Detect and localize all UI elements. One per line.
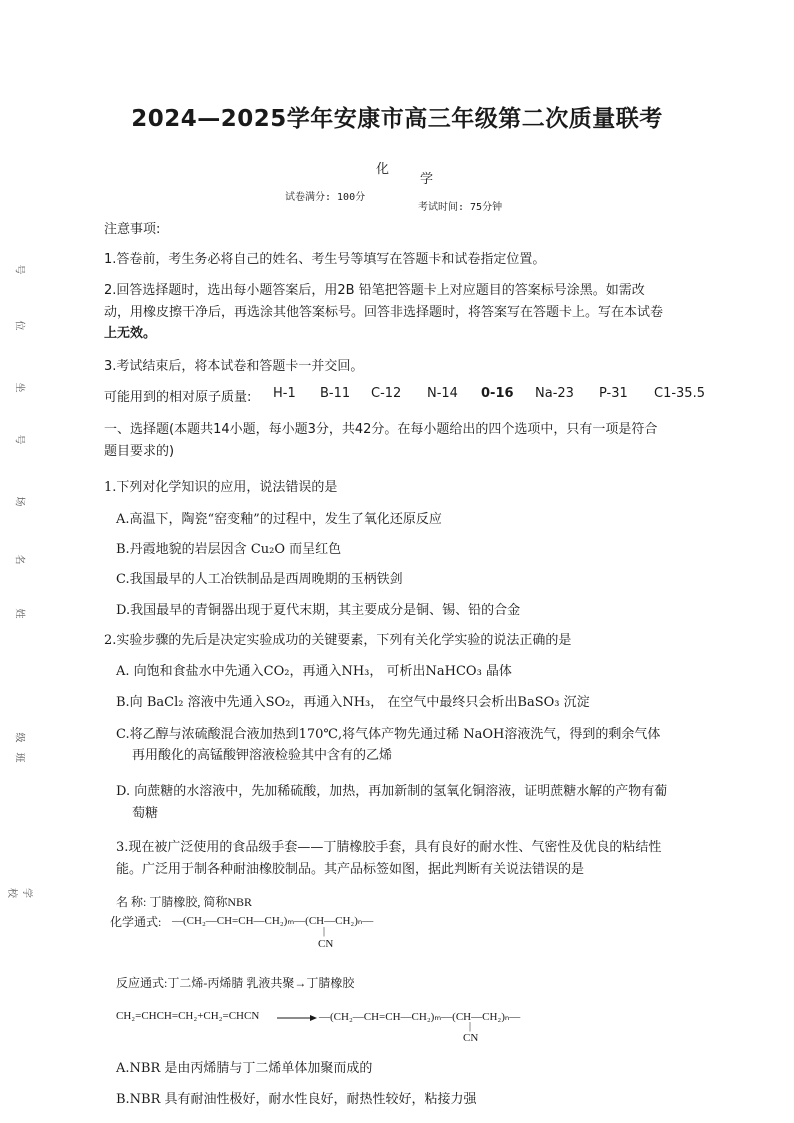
option-a: A.高温下，陶瓷“窑变釉”的过程中，发生了氧化还原反应 [116,512,442,527]
side-label: 坐 [13,382,25,393]
reaction-arrow [277,1013,317,1023]
atomic-mass-value: P-31 [599,386,628,401]
notice-item: 1.答卷前，考生务必将自己的姓名、考生号等填写在答题卡和试卷指定位置。 [104,252,546,267]
side-label: 号 [13,264,25,275]
option-a: A. 向饱和食盐水中先通入CO₂，再通入NH₃， 可析出NaHCO₃ 晶体 [116,664,512,679]
formula-label: 化学通式: [110,915,162,929]
question-stem-cont: 能。广泛用于制各种耐油橡胶制品。其产品标签如图，据此判断有关说法错误的是 [116,862,585,877]
branch-bond: | [469,1021,472,1032]
side-label: 姓 [13,608,25,619]
side-label: 名 [13,554,25,565]
cn-group: CN [463,1032,479,1044]
atomic-mass-value: C1-35.5 [654,386,705,401]
subject-char-2: 学 [420,172,434,187]
reactants: CH₂=CHCH=CH₂+CH₂=CHCN [116,1010,260,1022]
question-stem: 3.现在被广泛使用的食品级手套——丁腈橡胶手套，具有良好的耐水性、气密性及优良的粘结性 [116,840,662,855]
option-c: C.我国最早的人工冶铁制品是西周晚期的玉柄铁剑 [116,572,403,587]
exam-title: 2024—2025学年安康市高三年级第二次质量联考 [131,106,663,132]
atomic-mass-value: C-12 [371,386,402,401]
option-d: D. 向蔗糖的水溶液中，先加稀硫酸，加热，再加新制的氢氧化铜溶液，证明蔗糖水解的产物有葡 [116,784,668,799]
side-label: 学 校 [6,888,32,898]
subject-char-1: 化 [376,162,390,177]
section-heading: 题目要求的) [104,444,175,459]
option-d: D.我国最早的青铜器出现于夏代末期，其主要成分是铜、锡、铅的合金 [116,603,521,618]
notice-heading: 注意事项: [104,222,161,237]
atomic-mass-label: 可能用到的相对原子质量: [104,390,252,405]
side-label: 班 [13,752,25,763]
option-b: B.NBR 具有耐油性极好，耐水性良好，耐热性较好，粘接力强 [116,1092,477,1107]
option-d-cont: 萄糖 [132,806,159,821]
notice-item: 3.考试结束后，将本试卷和答题卡一并交回。 [104,359,364,374]
atomic-mass-value: H-1 [273,386,296,401]
option-b: B.向 BaCl₂ 溶液中先通入SO₂，再通入NH₃， 在空气中最终只会析出BaSO₃ 沉淀 [116,695,590,710]
side-label: 号 [13,434,25,445]
option-c-cont: 再用酸化的高锰酸钾溶液检验其中含有的乙烯 [132,748,393,763]
product-formula: —(CH₂—CH=CH—CH₂)ₘ—(CH—CH₂)ₙ— [319,1011,521,1023]
notice-item: 2.回答选择题时，选出每小题答案后，用2B 铅笔把答题卡上对应题目的答案标号涂黑。如需改 [104,283,645,298]
atomic-mass-value: Na-23 [535,386,574,401]
side-label: 场 [13,496,25,507]
side-label: 位 [13,320,25,331]
atomic-mass-value: 0-16 [481,386,514,401]
product-name: 名 称: 丁腈橡胶, 简称NBR [116,895,253,909]
side-label: 级 [13,732,25,743]
question-stem: 1.下列对化学知识的应用，说法错误的是 [104,480,338,495]
branch-bond: | [323,926,326,937]
notice-item: 动，用橡皮擦干净后，再选涂其他答案标号。回答非选择题时，将答案写在答题卡上。写在本试卷 [104,305,664,320]
full-score: 试卷满分: 100分 [285,192,366,203]
option-a: A.NBR 是由丙烯腈与丁二烯单体加聚而成的 [116,1061,373,1076]
exam-time: 考试时间: 75分钟 [418,202,503,213]
atomic-mass-value: B-11 [320,386,351,401]
section-heading: 一、选择题(本题共14小题，每小题3分，共42分。在每小题给出的四个选项中，只有一项是符合 [104,422,658,437]
cn-group: CN [318,938,334,950]
question-stem: 2.实验步骤的先后是决定实验成功的关键要素，下列有关化学实验的说法正确的是 [104,633,572,648]
notice-item: 上无效。 [104,326,157,341]
reaction-label: 反应通式:丁二烯-丙烯腈 乳液共聚→丁腈橡胶 [116,976,355,990]
atomic-mass-value: N-14 [427,386,458,401]
option-b: B.丹霞地貌的岩层因含 Cu₂O 而呈红色 [116,542,342,557]
option-c: C.将乙醇与浓硫酸混合液加热到170℃,将气体产物先通过稀 NaOH溶液洗气，得到的剩余气体 [116,727,661,742]
polymer-formula: —(CH₂—CH=CH—CH₂)ₘ—(CH—CH₂)ₙ— [172,915,374,927]
